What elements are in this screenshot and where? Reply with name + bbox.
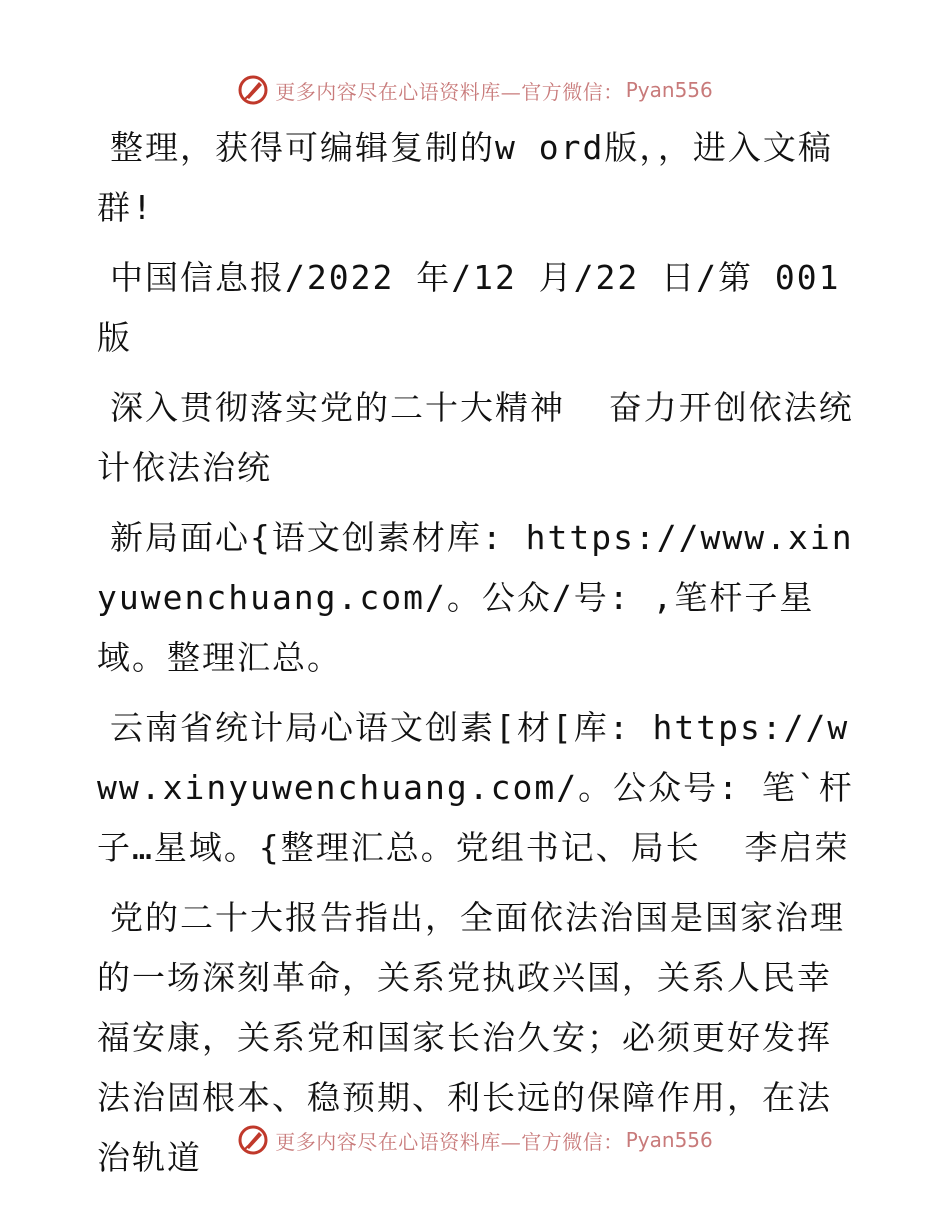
footer-watermark — [0, 1120, 950, 1160]
watermark-text: 更多内容尽在心语资料库—官方微信： — [275, 1129, 624, 1154]
quill-pen-logo-icon — [237, 1124, 269, 1156]
watermark-text: 更多内容尽在心语资料库—官方微信： — [275, 79, 624, 104]
quill-pen-logo-icon — [237, 74, 269, 106]
paragraph-author: 云南省统计局心语文创素[材[库: https://www.xinyuwenchuang.com/。公众号: 笔`杆子…星域。{整理汇总。党组书记、局长 李启荣 — [97, 708, 854, 867]
paragraph-title: 深入贯彻落实党的二十大精神 奋力开创依法统计依法治统 — [97, 388, 854, 487]
document-body — [97, 118, 863, 1198]
header-watermark — [0, 70, 950, 110]
watermark-contact: Pyan556 — [625, 1128, 713, 1152]
paragraph-body: 党的二十大报告指出，全面依法治国是国家治理的一场深刻革命，关系党执政兴国，关系人民幸福安康，关系党和国家长治久安；必须更好发挥法治固根本、稳预期、利长远的保障作用，在法治轨道 — [97, 898, 845, 1177]
paragraph-source: 中国信息报/2022 年/12 月/22 日/第 001 版 — [97, 258, 863, 357]
watermark-contact: Pyan556 — [625, 78, 713, 102]
paragraph-intro: 整理，获得可编辑复制的w ord版，，进入文稿群! — [97, 128, 833, 227]
paragraph-title-continued: 新局面心{语文创素材库: https://www.xinyuwenchuang.com/。公众/号: ,笔杆子星域。整理汇总。 — [97, 518, 854, 677]
